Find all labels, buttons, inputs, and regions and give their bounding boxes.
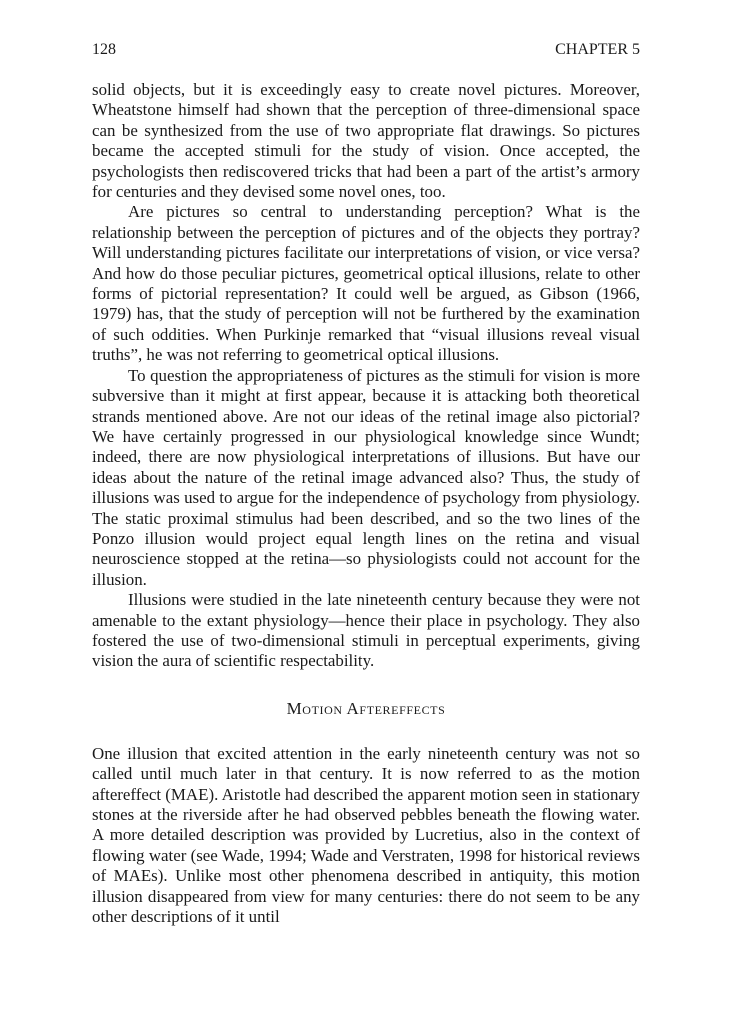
- chapter-label: CHAPTER 5: [555, 41, 640, 58]
- page-number: 128: [92, 41, 116, 58]
- body-text: [92, 80, 640, 927]
- paragraph-question-appropriateness: To question the appropriateness of pictures as the stimuli for vision is more subversive than it might at first appear, because it is attacking both theoretical strands mentioned above. Are not our ideas of the retinal image also pictorial? We have certainly progressed in our physiological knowledge since Wundt; indeed, there are now physiological interpretations of illusions. But have our ideas about the nature of the retinal image advanced also? Thus, the study of illusions was used to argue for the independence of psychology from physiology. The static proximal stimulus had been described, and so the two lines of the Ponzo illusion would project equal length lines on the retina and visual neuroscience stopped at the retina—so physiologists could not account for the illusion.: [92, 365, 640, 589]
- book-page: [92, 40, 640, 927]
- running-head: [92, 40, 640, 60]
- paragraph-motion-aftereffect: One illusion that excited attention in the early nineteenth century was not so called until much later in that century. It is now referred to as the motion aftereffect (MAE). Aristotle had described the apparent motion seen in stationary stones at the riverside after he had observed pebbles beneath the flowing water. A more detailed description was provided by Lucretius, also in the context of flowing water (see Wade, 1994; Wade and Verstraten, 1998 for historical reviews of MAEs). Unlike most other phenomena described in antiquity, this motion illusion disappeared from view for many centuries: there do not seem to be any other descriptions of it until: [92, 743, 640, 927]
- paragraph-illusions-studied: Illusions were studied in the late nineteenth century because they were not amenable to the extant physiology—hence their place in psychology. They also fostered the use of two-dimensional stimuli in perceptual experiments, giving vision the aura of scientific respectability.: [92, 590, 640, 671]
- section-heading: Motion Aftereffects: [286, 698, 446, 718]
- paragraph-pictures-central: Are pictures so central to understanding perception? What is the relationship between the perception of pictures and of the objects they portray? Will understanding pictures facilitate our interpretations of vision, or vice versa? And how do those peculiar pictures, geometrical optical illusions, relate to other forms of pictorial representation? It could well be argued, as Gibson (1966, 1979) has, that the study of perception will not be furthered by the examination of such oddities. When Purkinje remarked that “visual illusions reveal visual truths”, he was not referring to geometrical optical illusions.: [92, 202, 640, 365]
- paragraph-continued: solid objects, but it is exceedingly easy to create novel pictures. Moreover, Wheatstone himself had shown that the perception of three-dimensional space can be synthesized from the use of two appropriate flat drawings. So pictures became the accepted stimuli for the study of vision. Once accepted, the psychologists then rediscovered tricks that had been a part of the artist’s armory for centuries and they devised some novel ones, too.: [92, 80, 640, 202]
